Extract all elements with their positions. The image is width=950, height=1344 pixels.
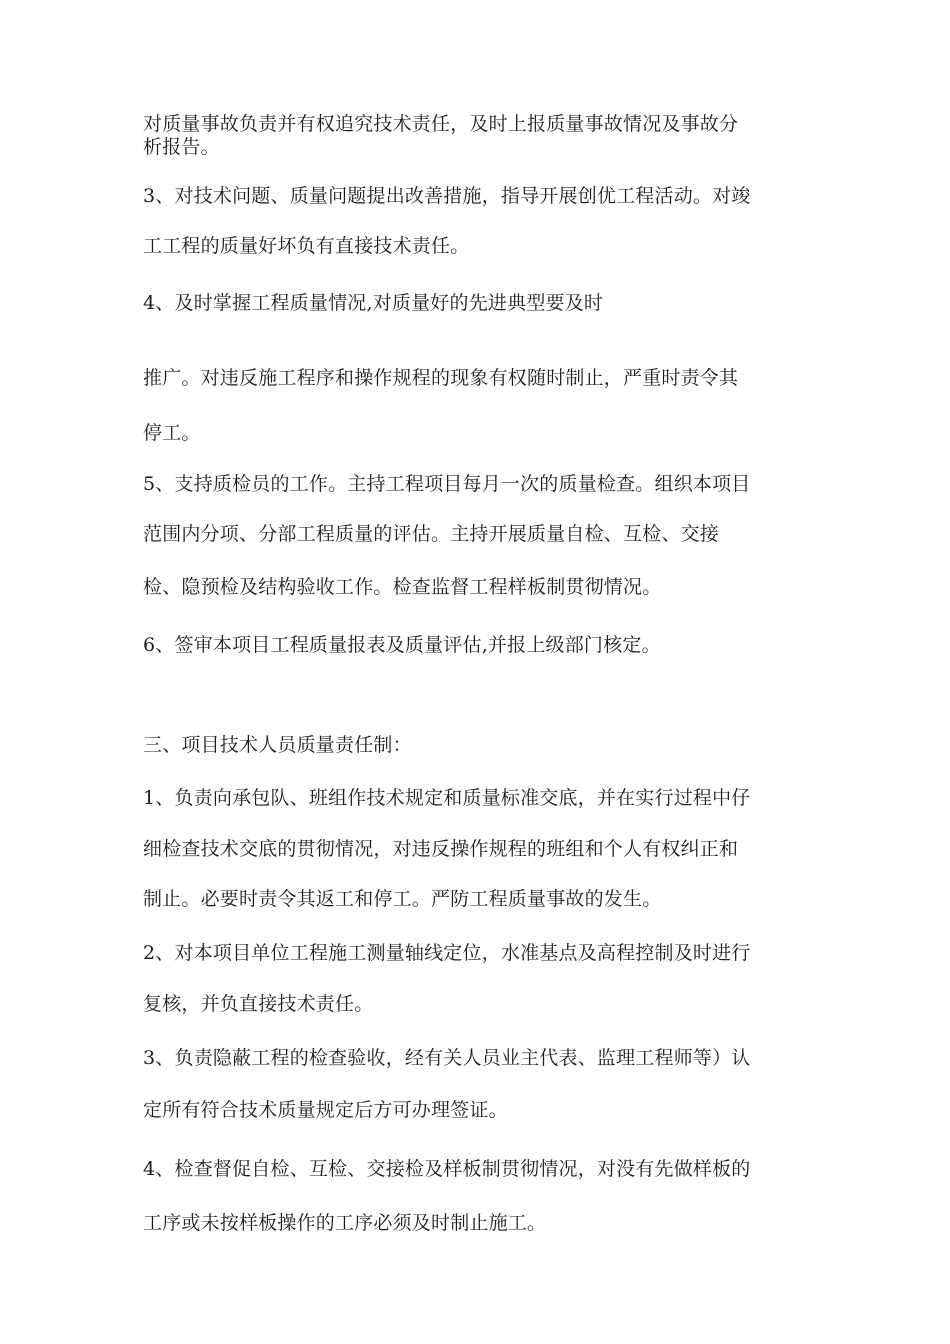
text-line: 5、支持质检员的工作。主持工程项目每月一次的质量检查。组织本项目 bbox=[143, 473, 751, 495]
text-line: 1、负责向承包队、班组作技术规定和质量标准交底，并在实行过程中仔 bbox=[143, 787, 751, 809]
section-heading: 三、项目技术人员质量责任制： bbox=[143, 734, 412, 756]
text-line: 6、签审本项目工程质量报表及质量评估,并报上级部门核定。 bbox=[143, 634, 661, 656]
text-line: 3、对技术问题、质量问题提出改善措施，指导开展创优工程活动。对竣 bbox=[143, 185, 751, 207]
text-line: 3、负责隐蔽工程的检查验收，经有关人员业主代表、监理工程师等）认 bbox=[143, 1047, 751, 1069]
text-line: 推广。对违反施工程序和操作规程的现象有权随时制止，严重时责令其 bbox=[143, 367, 739, 389]
text-line: 对质量事故负责并有权追究技术责任，及时上报质量事故情况及事故分 bbox=[143, 113, 739, 135]
text-line: 范围内分项、分部工程质量的评估。主持开展质量自检、互检、交接 bbox=[143, 523, 720, 545]
text-line: 4、检查督促自检、互检、交接检及样板制贯彻情况，对没有先做样板的 bbox=[143, 1158, 751, 1180]
text-line: 定所有符合技术质量规定后方可办理签证。 bbox=[143, 1099, 508, 1121]
text-line: 2、对本项目单位工程施工测量轴线定位，水准基点及高程控制及时进行 bbox=[143, 942, 751, 964]
text-line: 检、隐预检及结构验收工作。检查监督工程样板制贯彻情况。 bbox=[143, 576, 662, 598]
text-line: 细检查技术交底的贯彻情况，对违反操作规程的班组和个人有权纠正和 bbox=[143, 838, 739, 860]
text-line: 制止。必要时责令其返工和停工。严防工程质量事故的发生。 bbox=[143, 888, 662, 910]
text-line: 4、及时掌握工程质量情况,对质量好的先进典型要及时 bbox=[143, 292, 604, 314]
text-line: 工工程的质量好坏负有直接技术责任。 bbox=[143, 235, 470, 257]
text-line: 复核，并负直接技术责任。 bbox=[143, 993, 374, 1015]
text-line: 析报告。 bbox=[143, 136, 220, 158]
text-line: 停工。 bbox=[143, 422, 201, 444]
text-line: 工序或未按样板操作的工序必须及时制止施工。 bbox=[143, 1212, 547, 1234]
